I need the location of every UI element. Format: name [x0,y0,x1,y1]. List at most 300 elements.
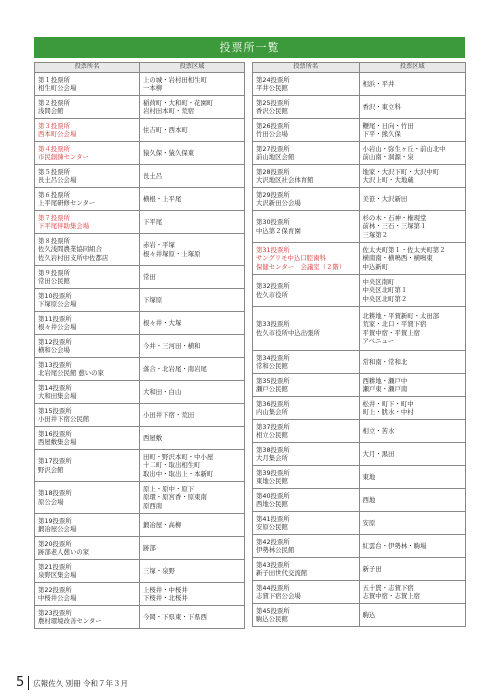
cell-line: 第２投票所 [38,98,70,107]
cell-line: 竹田公会場 [256,130,288,138]
cell-line: 町上・肬水・中村 [362,408,414,416]
polling-place-name [35,142,140,165]
table-header-row [35,63,245,73]
cell-line: 第３投票所 [38,121,70,130]
polling-area [140,606,245,629]
cell-line: 稲荷町・大和町・花園町 [143,98,214,107]
polling-place-name [253,307,360,351]
cell-line: 泉野区集会場 [38,571,77,579]
cell-line: 安原 [362,518,376,527]
polling-place-name [253,535,360,558]
cell-line: 横根・上平尾 [143,194,182,203]
polling-area [359,73,466,96]
table-row [35,312,245,335]
cell-line: 第５投票所 [38,167,70,176]
cell-line: 第６投票所 [38,190,70,199]
polling-place-name [35,234,140,266]
cell-line: 荒家・北口・平賀下宿 [362,320,427,329]
cell-line: 上平尾研修センター [38,199,96,207]
polling-area [359,397,466,420]
polling-place-name [35,188,140,211]
publication-info: 広報佐久 別冊 令和７年３月 [33,678,129,688]
cell-line: 大月・黒田 [362,449,395,458]
table-row [253,581,466,604]
cell-line: 相生町公会場 [38,84,77,92]
cell-line: 第16投票所 [38,429,72,438]
cell-line: サングリモ中込口腔歯科 [256,254,326,263]
cell-line: 第35投票所 [256,376,290,385]
cell-line: 横和公会場 [38,346,70,354]
cell-line: 原環・原宮香・原東南 [143,493,207,502]
cell-line: 跡部老人憩いの家 [38,548,90,556]
polling-area [140,234,245,266]
cell-line: 西屋敷集会場 [38,438,77,446]
cell-line: 鍛冶屋公会場 [38,525,77,533]
cell-line: 中込第２保育園 [256,226,301,235]
cell-line: 松井・町下・町中 [362,399,414,408]
cell-line: 第41投票所 [256,514,290,523]
cell-line: 西本町公会場 [38,130,77,138]
polling-area [359,558,466,581]
cell-line: 香沢・東立科 [362,102,401,111]
polling-place-name [35,289,140,312]
cell-line: 赤岩・平塚 [143,241,175,250]
cell-line: 内山集会所 [256,408,288,416]
polling-area [140,188,245,211]
polling-area [359,243,466,275]
polling-table-left [34,62,245,629]
cell-line: 第25投票所 [256,98,290,107]
polling-place-name [253,374,360,397]
header-name: 投票所名 [35,63,140,73]
cell-line: 第10投票所 [38,291,72,300]
cell-line: 平賀中宿・平賀上宿 [362,328,421,337]
cell-line: 相浜・平井 [362,79,395,88]
table-row [35,427,245,450]
cell-line: 北耕地・平賀新町・太田部 [362,311,440,320]
cell-line: 第28投票所 [256,167,290,176]
cell-line: 志賀中宿・志賀上宿 [362,592,421,600]
cell-line: 長土呂 [143,171,163,180]
cell-line: 岩村田本町・荒宿 [143,107,195,115]
polling-place-name [253,351,360,374]
polling-area [359,275,466,307]
cell-line: 根々井塚原・上塚原 [143,249,201,258]
cell-line: 第37投票所 [256,422,290,431]
polling-place-name [35,266,140,289]
cell-line: 瀬戸公民館 [256,385,288,393]
polling-area [359,96,466,119]
cell-line: 西屋敷 [143,433,163,442]
cell-line: 第40投票所 [256,491,290,500]
cell-line: 佐太夫町第１・佐太夫町第２ [362,245,446,254]
cell-line: 駒込 [362,610,376,619]
polling-area [359,581,466,604]
table-row [35,266,245,289]
polling-place-name [35,381,140,404]
cell-line: 大和田・白山 [143,387,182,396]
cell-line: 常和南・常和北 [362,357,408,366]
cell-line: 前山地区会館 [256,153,295,161]
cell-line: 農村環境改善センター [38,617,102,625]
cell-line: 伊勢林公民館 [256,546,295,554]
table-row [253,558,466,581]
cell-line: 前山南・洞源・泉 [362,153,414,161]
cell-line: 今井・三河田・横和 [143,341,201,350]
polling-area [359,512,466,535]
polling-area [359,307,466,351]
table-row [253,73,466,96]
polling-place-name [35,165,140,188]
cell-line: 佐久市役所 [256,290,288,299]
cell-line: 第９投票所 [38,268,70,277]
polling-area [140,537,245,560]
cell-line: 第22投票所 [38,585,72,594]
table-row [253,420,466,443]
polling-place-name [253,165,360,188]
cell-line: 大沢上町・大地蔵 [362,176,414,184]
polling-area [359,489,466,512]
cell-line: 原公会場 [38,497,64,506]
polling-area [359,604,466,627]
polling-place-name [35,482,140,514]
cell-line: 第15投票所 [38,406,72,415]
cell-line: 常田 [143,272,156,281]
table-row [35,289,245,312]
cell-line: 中央区南町 [362,277,395,286]
polling-area [140,266,245,289]
table-row [253,275,466,307]
table-row [35,96,245,119]
polling-place-name [253,73,360,96]
table-row [35,358,245,381]
cell-line: 北岩尾公民館 憩いの家 [38,369,104,377]
cell-line: 美笹・大沢新田 [362,194,408,203]
header-area: 投票区域 [140,63,245,73]
cell-line: 第27投票所 [256,144,290,153]
cell-line: 瀬戸東・瀬戸南 [362,385,408,393]
polling-place-name [35,335,140,358]
polling-place-name [253,466,360,489]
table-row [35,404,245,427]
polling-area [359,466,466,489]
cell-line: 相立・苦水 [362,426,395,435]
table-row [35,450,245,482]
table-row [35,537,245,560]
cell-line: 第18投票所 [38,489,72,498]
cell-line: 佐久浅間農業協同組合 [38,245,102,254]
cell-line: 下塚原公会場 [38,300,77,308]
cell-line: 新子田 [362,564,382,573]
polling-area [359,351,466,374]
cell-line: 第11投票所 [38,314,72,323]
page-title: 投票所一覧 [34,37,465,58]
cell-line: 跡部 [143,543,156,552]
cell-line: 五十貫・志賀下宿 [362,583,414,592]
polling-place-name [35,358,140,381]
cell-line: 第44投票所 [256,583,290,592]
cell-line: 下平尾 [143,217,163,226]
cell-line: 根々井・大塚 [143,318,182,327]
cell-line: 鞭尾・日向・竹田 [362,121,414,130]
table-row [35,583,245,606]
cell-line: 小田井下宿公民館 [38,415,90,423]
cell-line: 新子田世代交流館 [256,569,308,577]
cell-line: 大沢地区社会体育館 [256,176,314,184]
table-row [35,234,245,266]
cell-line: 西地 [362,495,376,504]
cell-line: 大月集会所 [256,454,288,462]
cell-line: 第38投票所 [256,445,290,454]
polling-place-name [35,312,140,335]
cell-line: 住吉町・西本町 [143,125,188,134]
polling-place-name [253,275,360,307]
cell-line: 東地 [362,472,376,481]
polling-area [140,404,245,427]
table-row [253,489,466,512]
cell-line: 第24投票所 [256,75,290,84]
cell-line: 第８投票所 [38,236,70,245]
cell-line: 杉の木・石神・権現堂 [362,213,427,222]
cell-line: 保健センター 会議室（２階） [256,262,346,271]
cell-line: 第36投票所 [256,399,290,408]
polling-area [140,450,245,482]
cell-line: 鍛冶屋・高柳 [143,520,182,529]
cell-line: 根々井公会場 [38,323,77,331]
cell-line: 下塚原 [143,295,163,304]
cell-line: 上桜井・中桜井 [143,585,188,594]
cell-line: 志賀下宿公会場 [256,592,301,600]
polling-area [140,312,245,335]
cell-line: 第13投票所 [38,360,72,369]
polling-place-name [35,119,140,142]
polling-place-name [35,606,140,629]
table-row [35,335,245,358]
polling-place-name [35,583,140,606]
table-row [35,73,245,96]
cell-line: 原西南 [143,501,163,510]
cell-line: 野沢会館 [38,465,64,474]
cell-line: アベニュー [362,336,395,345]
polling-area [140,335,245,358]
table-row [253,211,466,243]
polling-place-name [253,211,360,243]
polling-area [359,211,466,243]
polling-area [140,427,245,450]
polling-area [359,374,466,397]
polling-place-name [253,96,360,119]
table-row [253,443,466,466]
table-row [253,397,466,420]
table-row [253,243,466,275]
table-row [253,604,466,627]
cell-line: 下平・熊久保 [362,130,401,138]
cell-line: 原上・原中・原下 [143,484,195,493]
cell-line: 第32投票所 [256,282,290,291]
table-row [253,374,466,397]
table-row [253,351,466,374]
cell-line: 第21投票所 [38,562,72,571]
table-row [253,466,466,489]
table-row [253,535,466,558]
table-row [35,560,245,583]
cell-line: 大沢新田公会場 [256,199,301,207]
cell-line: 前林・三石・三塚第１ [362,222,427,231]
cell-line: 西地公民館 [256,500,288,508]
cell-line: 第19投票所 [38,516,72,525]
polling-area [140,289,245,312]
polling-place-name [253,489,360,512]
polling-area [140,73,245,96]
cell-line: 下桜井・北桜井 [143,594,188,602]
cell-line: 中込新町 [362,262,389,271]
table-row [35,514,245,537]
polling-place-name [253,142,360,165]
cell-line: 今岡・下県東・下県西 [143,612,207,621]
polling-place-name [35,96,140,119]
cell-line: 中桜井公会場 [38,594,77,602]
polling-area [359,188,466,211]
table-row [35,188,245,211]
cell-line: 佐久岩村田支所中佐都店 [38,253,109,262]
table-row [253,512,466,535]
polling-place-name [253,188,360,211]
cell-line: 第12投票所 [38,337,72,346]
polling-place-name [35,537,140,560]
cell-line: 安原公民館 [256,523,288,531]
cell-line: 上の城・岩村田相生町 [143,75,207,84]
cell-line: 小岩山・弥生ヶ丘・前山北中 [362,144,446,153]
polling-area [140,583,245,606]
cell-line: 佐久市役所中込出張所 [256,328,320,337]
cell-line: 大和田集会場 [38,392,77,400]
polling-area [140,165,245,188]
table-row [253,142,466,165]
polling-place-name [253,558,360,581]
polling-area [359,535,466,558]
polling-place-name [35,73,140,96]
table-row [253,96,466,119]
cell-line: 第29投票所 [256,190,290,199]
cell-line: 下平尾伴助集会場 [38,222,90,230]
table-row [253,188,466,211]
polling-area [359,119,466,142]
table-row [35,381,245,404]
cell-line: 第23投票所 [38,608,72,617]
cell-line: 三塚・泉野 [143,566,175,575]
polling-place-name [253,604,360,627]
polling-area [140,482,245,514]
table-header-row [253,63,466,73]
cell-line: 第26投票所 [256,121,290,130]
polling-place-name [35,404,140,427]
cell-line: 取出中・取出上・本新町 [143,469,214,478]
polling-area [140,142,245,165]
header-name: 投票所名 [253,63,360,73]
table-row [35,119,245,142]
cell-line: 第30投票所 [256,218,290,227]
polling-area [359,165,466,188]
cell-line: 香沢公民館 [256,107,288,115]
table-row [253,119,466,142]
cell-line: 第14投票所 [38,383,72,392]
cell-line: 第17投票所 [38,457,72,466]
polling-place-name [253,581,360,604]
cell-line: 第１投票所 [38,75,70,84]
cell-line: 第45投票所 [256,606,290,615]
polling-area [140,119,245,142]
cell-line: 地家・大沢下町・大沢中町 [362,167,440,176]
polling-place-name [253,397,360,420]
polling-place-name [253,420,360,443]
cell-line: 田町・野沢本町・中小屋 [143,452,214,461]
cell-line: 一本柳 [143,84,163,92]
cell-line: 長土呂公会場 [38,176,77,184]
cell-line: 第34投票所 [256,353,290,362]
cell-line: 第39投票所 [256,468,290,477]
polling-area [140,381,245,404]
polling-place-name [253,119,360,142]
polling-area [359,420,466,443]
polling-table-right [252,62,466,627]
polling-area [359,142,466,165]
cell-line: 相立公民館 [256,431,288,439]
polling-place-name [253,243,360,275]
polling-place-name [253,512,360,535]
cell-line: 第31投票所 [256,245,290,254]
cell-line: 第７投票所 [38,213,70,222]
table-row [35,142,245,165]
header-area: 投票区域 [359,63,466,73]
cell-line: 東地公民館 [256,477,288,485]
table-row [253,307,466,351]
cell-line: 小田井下宿・荒田 [143,410,195,419]
table-row [35,211,245,234]
polling-area [140,560,245,583]
cell-line: 市民創錬センター [38,153,89,161]
polling-place-name [35,427,140,450]
polling-place-name [253,443,360,466]
cell-line: 中央区北町第２ [362,294,408,303]
polling-place-name [35,450,140,482]
cell-line: 西耕地・瀬戸中 [362,376,408,385]
cell-line: 平井公民館 [256,84,288,92]
cell-line: 第４投票所 [38,144,70,153]
table-row [35,482,245,514]
cell-line: 常田公民館 [38,277,70,285]
cell-line: 常和公民館 [256,362,288,370]
cell-line: 第20投票所 [38,539,72,548]
page-number: 5 [16,676,29,690]
polling-place-name [35,560,140,583]
table-row [35,606,245,629]
polling-place-name [35,514,140,537]
polling-area [140,358,245,381]
table-row [253,165,466,188]
cell-line: 浅間会館 [38,107,64,115]
polling-area [359,443,466,466]
cell-line: 第33投票所 [256,320,290,329]
cell-line: 横南南・横鳴西・横鳴東 [362,254,433,263]
cell-line: 三塚第２ [362,230,389,239]
cell-line: 駒込公民館 [256,615,288,623]
cell-line: 落合・北岩尾・南岩尾 [143,364,207,373]
cell-line: 猿久保・猿久保東 [143,148,195,157]
polling-area [140,514,245,537]
polling-area [140,211,245,234]
cell-line: 中央区北町第１ [362,286,408,295]
cell-line: 十二町・取出相生町 [143,461,201,470]
